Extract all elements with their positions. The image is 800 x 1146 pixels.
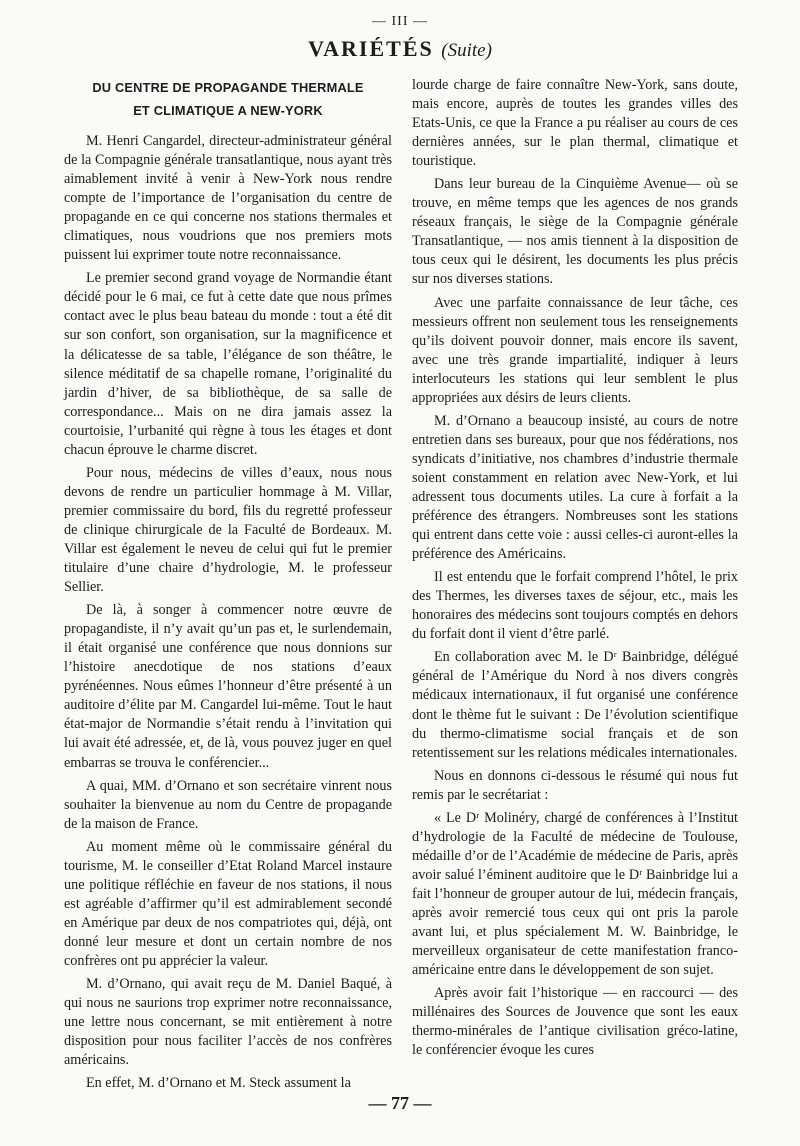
paragraph-continued: lourde charge de faire connaître New-York, sans doute, mais encore, auprès de toutes les grandes villes des Etats-Unis, ce que la France a pu réaliser au cours de ces dernières années, sur le plan thermal, climatique et touristique.	[412, 77, 738, 170]
section-title-text: VARIÉTÉS	[308, 36, 434, 61]
paragraph: Avec une parfaite connaissance de leur tâche, ces messieurs offrent non seulement tous les renseignements qu’ils doivent pouvoir donner, mais encore ils savent, avec une très grande impartialité, indiquer à leurs interlocuteurs les stations qui leur semblent le plus appropriées aux désirs de leurs clients.	[412, 294, 738, 406]
paragraph: En effet, M. d’Ornano et M. Steck assument la	[86, 1075, 351, 1092]
roman-page-number: — III —	[372, 14, 428, 29]
left-column	[64, 76, 392, 1097]
paragraph: M. d’Ornano a beaucoup insisté, au cours de notre entretien dans ses bureaux, pour que nos fédérations, nos syndicats d’initiative, nos chambres d’industrie thermale soient constamment en relation avec New-York, et lui adressent tous documents utiles. La cure à forfait a la préférence des étrangers. Nombreuses sont les stations qui entrent dans cette voie : aussi celles-ci auront-elles la préférence des Américains.	[412, 412, 738, 563]
paragraph: En collaboration avec M. le Dʳ Bainbridge, délégué général de l’Amérique du Nord à nos divers congrès médicaux internationaux, il fut organisé une conférence dont le thème fut le suivant : De l’évolution scientifique du thermo-climatisme social français et de son retentissement sur les relations médicales internationales.	[412, 649, 738, 761]
section-title-suite: (Suite)	[441, 40, 492, 61]
article-heading	[64, 76, 392, 122]
page-number: — 77 —	[368, 1093, 432, 1113]
paragraph: De là, à songer à commencer notre œuvre de propagandiste, il n’y avait qu’un pas et, le surlendemain, il était organisé une conférence que nous donnions sur l’histoire anecdotique de nos stations d’eaux pyrénéennes. Nous eûmes l’honneur d’être présenté à un auditoire d’élite par M. Cangardel lui-même. Tout le haut état-major de Normandie s’était rendu à l’invitation qui lui avait été adressée, et, de là, vous pouvez juger en quel embarras se trouva le conférencier...	[64, 602, 392, 771]
right-column	[412, 76, 738, 1064]
paragraph: A quai, MM. d’Ornano et son secrétaire vinrent nous souhaiter la bienvenue au nom du Centre de propagande de la maison de France.	[64, 777, 392, 832]
article-heading-line-1: DU CENTRE DE PROPAGANDE THERMALE	[92, 80, 364, 95]
paragraph: M. Henri Cangardel, directeur-administrateur général de la Compagnie générale transatlantique, nous ayant très aimablement invité à venir à New-York nous rendre compte de l’importance de l’organisation du centre de propagande en ce qui concerne nos stations thermales et climatiques, nous voudrions que nos premiers mots puissent lui exprimer toute notre reconnaissance.	[64, 133, 392, 264]
article-heading-line-2: ET CLIMATIQUE A NEW-YORK	[133, 103, 323, 118]
paragraph: Dans leur bureau de la Cinquième Avenue— où se trouve, en même temps que les agences de nos grands réseaux français, le siège de la Compagnie générale Transatlantique, — nos amis tiennent à la disposition de tous ceux qui le désirent, les documents les plus précis sur nos diverses stations.	[412, 176, 738, 288]
paragraph: Nous en donnons ci-dessous le résumé qui nous fut remis par le secrétariat :	[412, 767, 738, 803]
paragraph: Au moment même où le commissaire général du tourisme, M. le conseiller d’Etat Roland Marcel instaure une politique réfléchie en faveur de nos stations, il nous est agréable d’affirmer qu’il est admirablement secondé en Amérique par deux de nos compatriotes qui, déjà, ont donné leur mesure et dont un certain nombre de nos confrères ont pu apprécier la valeur.	[64, 838, 392, 969]
paragraph: « Le Dʳ Molinéry, chargé de conférences à l’Institut d’hydrologie de la Faculté de médecine de Toulouse, médaille d’or de l’Académie de médecine de Paris, après avoir salué l’éminent auditoire que le Dʳ Bainbridge lui a fait l’honneur de grouper autour de lui, médecin français, après avoir remercié tous ceux qui ont pris la parole avant lui, et plus spécialement M. W. Bainbridge, le merveilleux organisateur de cette manifestation franco-américaine entre dans le développement de son sujet.	[412, 809, 738, 979]
paragraph: Pour nous, médecins de villes d’eaux, nous nous devons de rendre un particulier hommage à M. Villar, premier commissaire du bord, fils du regretté professeur de clinique chirurgicale de la Faculté de Bordeaux. M. Villar est également le neveu de celui qui fut le premier titulaire d’une chaire d’hydrologie, M. le professeur Sellier.	[64, 464, 392, 596]
paragraph: Après avoir fait l’historique — en raccourci — des millénaires des Sources de Jouvence que sont les eaux thermo-minérales de l’antique civilisation gréco-latine, le conférencier évoque les cures	[412, 985, 738, 1059]
paragraph: Le premier second grand voyage de Normandie étant décidé pour le 6 mai, ce fut à cette date que nous prîmes contact avec le plus beau bateau du monde : tout a été dit sur son confort, son organisation, sur la magnificence et la délicatesse de sa table, l’élégance de son théâtre, le silence méditatif de sa chapelle romane, l’originalité du jardin d’hiver, de sa bibliothèque, de sa salle de correspondance... Mais on ne dira jamais assez la courtoisie, l’urbanité qui règne à tous les étages et dont chacun éprouve le charme discret.	[64, 270, 392, 458]
section-title	[0, 36, 800, 62]
paragraph: M. d’Ornano, qui avait reçu de M. Daniel Baqué, à qui nous ne saurions trop exprimer notre reconnaissance, une lettre nous concernant, se mit entièrement à notre disposition pour nous faciliter l’accès de nos confrères américains.	[64, 976, 392, 1069]
paragraph: Il est entendu que le forfait comprend l’hôtel, le prix des Thermes, les diverses taxes de séjour, etc., mais les honoraires des médecins sont toujours comptés en dehors du forfait dont il vient d’être parlé.	[412, 569, 738, 643]
